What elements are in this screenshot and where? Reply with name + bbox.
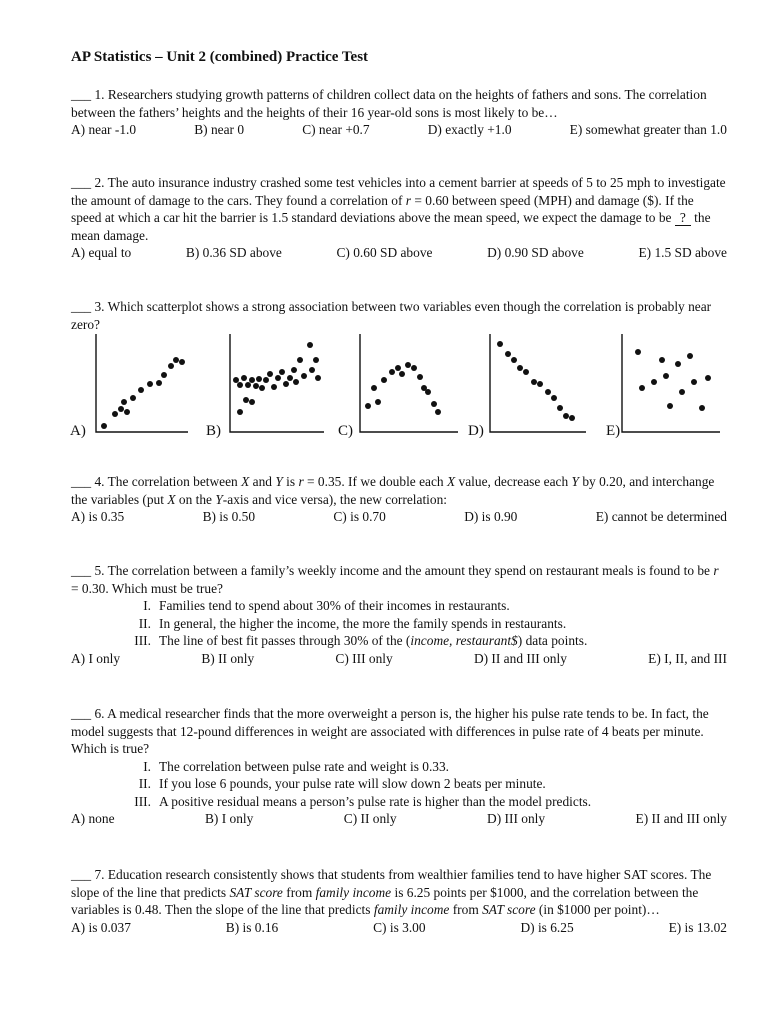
choice-d: D) II and III only	[473, 650, 567, 666]
statement-number: III.	[134, 793, 151, 809]
question-stem: Researchers studying growth patterns of children collect data on the heights of fathers and sons. The correlation between the fathers’ heights and the heights of their 16 year-old sons is most likely to be…	[71, 87, 707, 120]
x-variable: X	[167, 491, 176, 507]
answer-choices	[71, 650, 727, 668]
question-4	[71, 473, 727, 526]
question-stem-c: value, decrease each	[458, 474, 569, 489]
question-7	[71, 866, 727, 936]
sat-score-term: SAT score	[229, 884, 283, 900]
plot-points	[101, 357, 185, 429]
plot-points	[365, 362, 441, 415]
fill-in-blank: ?	[675, 211, 691, 226]
question-number: 4.	[94, 474, 105, 489]
plot-points	[497, 341, 575, 421]
scatterplot-c-graphic	[338, 330, 458, 440]
question-stem-a: The auto insurance industry crashed some test vehicles into a cement barrier at speeds of 5 to 25 mph to investigate the amount of damage to the cars. They found a correlation of	[71, 175, 726, 208]
question-1	[71, 86, 727, 139]
answer-choices	[71, 121, 727, 139]
scatterplot-b	[204, 330, 324, 440]
plot-points	[635, 349, 711, 411]
question-stem-d: from	[452, 902, 479, 917]
choice-d: D) III only	[487, 811, 546, 826]
answer-blank[interactable]: ___	[71, 706, 92, 721]
statement-item	[131, 597, 727, 615]
answer-choices	[71, 810, 727, 828]
scatterplot-options	[68, 330, 728, 440]
choice-c: C) is 0.70	[333, 509, 386, 524]
choice-e: E) II and III only	[635, 811, 727, 826]
question-stem-d: by 0.20, and interchange the variables (put	[71, 474, 715, 507]
choice-a: A) is 0.35	[71, 509, 125, 524]
answer-blank[interactable]: ___	[71, 867, 92, 882]
question-stem: Which scatterplot shows a strong association between two variables even though the correlation is probably near zero?	[71, 299, 712, 332]
y-variable: Y	[275, 474, 283, 489]
question-stem-f: -axis and vice versa), the new correlation:	[222, 491, 447, 507]
plot-label-b: B)	[206, 422, 221, 439]
plot-points	[233, 342, 321, 415]
question-stem-b: = 0.60 between speed (MPH) and damage ($). If the speed at which a car hit the barrier is 1.5 standard deviations above the mean speed, we expect the damage to be	[71, 192, 694, 225]
question-stem-e: (in $1000 per point)…	[538, 902, 660, 917]
question-stem-a: Education research consistently shows that students from wealthier families tend to have higher SAT scores. The slope of the line that predicts	[71, 867, 712, 900]
scatterplot-a-graphic	[68, 330, 188, 440]
statement-text: A positive residual means a person’s pulse rate is higher than the model predicts.	[159, 793, 592, 809]
choice-c: C) II only	[343, 811, 397, 826]
statement-text: In general, the higher the income, the more the family spends in restaurants.	[159, 615, 567, 631]
answer-blank[interactable]: ___	[71, 563, 92, 578]
question-stem-c: is 6.25 points per $1000, and the correlation between the variables is 0.48. Then the slope of the line that predicts	[71, 884, 699, 917]
question-stem-e: on the	[178, 491, 212, 507]
question-6	[71, 705, 727, 828]
choice-b: B) near 0	[194, 122, 245, 137]
choice-c: C) is 3.00	[373, 919, 426, 935]
question-number: 7.	[94, 867, 105, 882]
r-symbol: r	[298, 474, 304, 489]
answer-choices	[71, 244, 727, 262]
statement-number: III.	[134, 633, 151, 648]
answer-blank[interactable]: ___	[71, 474, 92, 489]
statement-number: II.	[138, 615, 151, 631]
statement-text-a: The line of best fit passes through 30% of the (	[159, 633, 411, 648]
choice-a: A) is 0.037	[71, 919, 131, 935]
question-number: 2.	[94, 175, 105, 190]
choice-e: E) cannot be determined	[595, 509, 727, 524]
choice-b: B) I only	[204, 811, 254, 826]
choice-e: E) I, II, and III	[648, 650, 727, 666]
question-stem-b: = 0.35. If we double each	[307, 474, 444, 489]
sat-score-term: SAT score	[482, 902, 536, 917]
statement-text	[159, 632, 587, 650]
choice-a: A) I only	[71, 650, 121, 666]
plot-label-d: D)	[468, 422, 484, 439]
question-number: 1.	[94, 87, 105, 102]
question-stem-a: The correlation between	[107, 474, 238, 489]
question-stem-c: the mean damage.	[71, 210, 711, 243]
scatterplot-a	[68, 330, 188, 440]
page-title: AP Statistics – Unit 2 (combined) Practice Test	[71, 49, 369, 65]
scatterplot-d	[468, 330, 588, 440]
choice-d: D) is 0.90	[464, 509, 518, 524]
statement-number: II.	[138, 776, 151, 791]
question-number: 6.	[94, 706, 105, 721]
question-stem-b: = 0.30. Which must be true?	[71, 580, 223, 596]
choice-b: B) is 0.50	[202, 509, 256, 524]
scatterplot-e	[602, 330, 722, 440]
question-number: 5.	[94, 563, 105, 578]
statement-text: If you lose 6 pounds, your pulse rate will slow down 2 beats per minute.	[159, 776, 546, 791]
question-stem-b: from	[286, 884, 313, 900]
question-2	[71, 174, 727, 262]
scatterplot-b-graphic	[204, 330, 324, 440]
plot-label-a: A)	[70, 422, 86, 439]
family-income-term: family income	[373, 902, 450, 917]
statement-text: The correlation between pulse rate and weight is 0.33.	[159, 758, 450, 774]
statement-item	[131, 793, 727, 811]
statement-number: I.	[143, 598, 151, 613]
statement-number: I.	[143, 758, 151, 774]
statement-list	[131, 758, 727, 811]
choice-e: E) is 13.02	[668, 919, 727, 935]
question-stem-is: is	[286, 474, 296, 489]
answer-blank[interactable]: ___	[71, 87, 92, 102]
statement-list	[131, 597, 727, 650]
choice-c: C) 0.60 SD above	[336, 245, 433, 260]
choice-c: C) near +0.7	[302, 122, 370, 137]
statement-item	[131, 758, 727, 776]
choice-c: C) III only	[335, 650, 393, 666]
choice-d: D) 0.90 SD above	[487, 245, 584, 260]
choice-a: A) none	[71, 811, 115, 826]
r-symbol: r	[713, 563, 719, 578]
question-3	[71, 298, 727, 333]
answer-blank[interactable]: ___	[71, 175, 92, 190]
y-axis-variable: Y	[215, 491, 223, 507]
choice-b: B) 0.36 SD above	[185, 245, 282, 260]
choice-a: A) near -1.0	[71, 122, 137, 137]
plot-label-e: E)	[606, 422, 621, 439]
choice-e: E) somewhat greater than 1.0	[569, 122, 727, 137]
choice-b: B) is 0.16	[225, 919, 279, 935]
question-5	[71, 562, 727, 667]
question-stem-and: and	[252, 474, 272, 489]
answer-choices	[71, 919, 727, 937]
family-income-term: family income	[315, 884, 392, 900]
choice-a: A) equal to	[71, 245, 132, 260]
question-stem-a: The correlation between a family’s weekly income and the amount they spend on restaurant meals is found to be	[107, 563, 710, 578]
x-variable: X	[241, 474, 250, 489]
statement-item	[131, 632, 727, 650]
statement-item	[131, 775, 727, 793]
x-variable: X	[446, 474, 456, 489]
scatterplot-d-graphic	[468, 330, 588, 440]
choice-d: D) is 6.25	[520, 919, 574, 935]
statement-item	[131, 615, 727, 633]
statement-text-italic: income, restaurant$	[410, 633, 518, 648]
answer-blank[interactable]: ___	[71, 299, 92, 314]
statement-text-b: ) data points.	[517, 633, 588, 648]
choice-d: D) exactly +1.0	[427, 122, 512, 137]
plot-label-c: C)	[338, 422, 353, 439]
y-variable: Y	[571, 474, 579, 489]
statement-text: Families tend to spend about 30% of their incomes in restaurants.	[159, 598, 510, 613]
scatterplot-c	[338, 330, 458, 440]
answer-choices	[71, 508, 727, 526]
choice-b: B) II only	[201, 650, 255, 666]
question-number: 3.	[94, 299, 105, 314]
choice-e: E) 1.5 SD above	[638, 245, 727, 260]
question-stem: A medical researcher finds that the more overweight a person is, the higher his pulse rate tends to be. In fact, the model suggests that 12-pound differences in weight are associated with differences in pulse rate of 4 beats per minute. Which is true?	[71, 706, 709, 756]
r-symbol: r	[405, 192, 412, 208]
